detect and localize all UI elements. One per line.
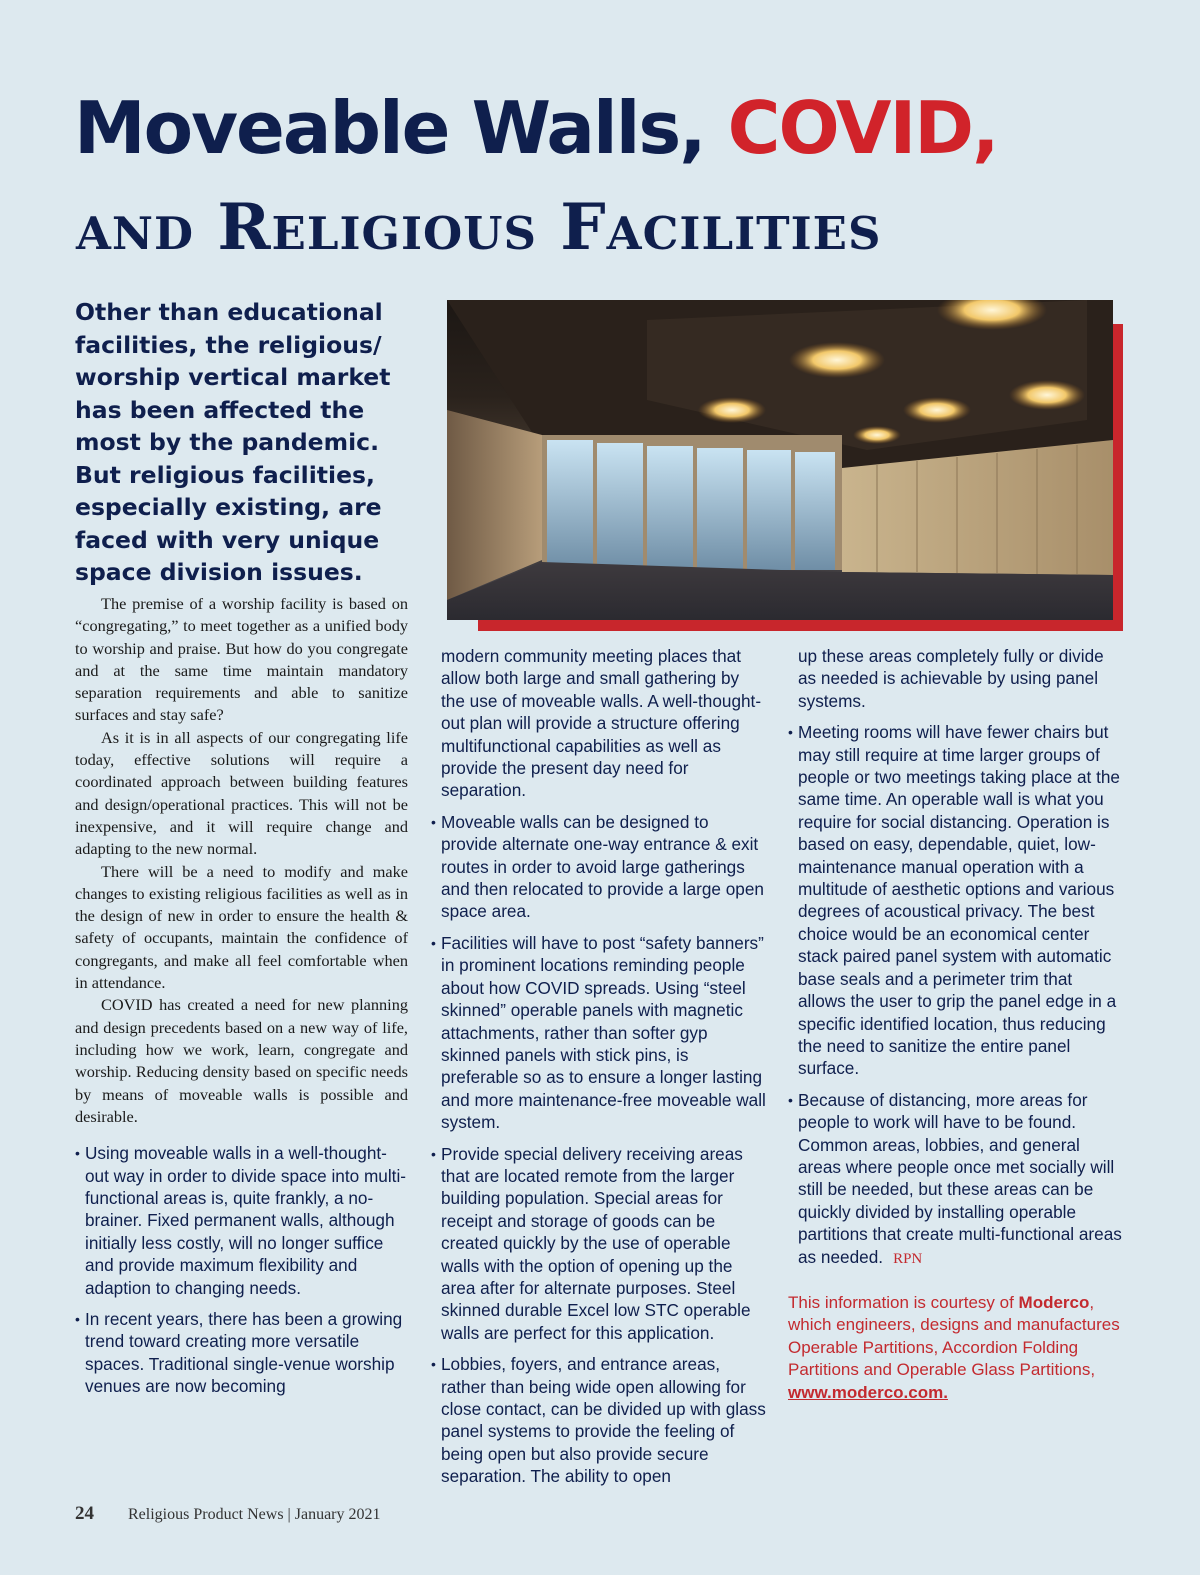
end-mark: RPN xyxy=(893,1250,923,1267)
column-2 xyxy=(431,645,767,1497)
bullet-item: • Moveable walls can be designed to provide alternate one-way entrance & exit routes in order to avoid large gatherings and then relocated to provide a large open space area. xyxy=(431,811,767,923)
bullet-continuation: modern community meeting places that allow both large and small gathering by the use of moveable walls. A well-thought-out plan will provide a structure offering multifunctional capabilities as well as provide the present day need for separation. xyxy=(441,646,762,801)
intro-paragraph: COVID has created a need for new planning and design precedents based on a new way of life, including how we work, learn, congregate and worship. Reducing density based on specific needs by means of moveable walls is possible and desirable. xyxy=(75,995,408,1126)
bullet-item: • Using moveable walls in a well-thought-out way in order to divide space into multi-functional areas is, quite frankly, a no-brainer. Fixed permanent walls, although initially less costly, will no longer suffice and provide maximum flexibility and adaption to changing needs. xyxy=(75,1142,408,1299)
bullet-item: • Facilities will have to post “safety banners” in prominent locations reminding people about how COVID spreads. Using “steel skinned” operable panels with magnetic attachments, rather than softer gyp skinned panels with stick pins, is preferable so as to ensure a longer lasting and more maintenance-free moveable wall system. xyxy=(431,932,767,1134)
courtesy-note xyxy=(788,1292,1124,1405)
title-part-2: COVID, xyxy=(727,86,998,170)
bullet-item: • Meeting rooms will have fewer chairs but may still require at time larger groups of people or two meetings taking place at the same time. An operable wall is what you require for social distancing. Operation is based on easy, dependable, quiet, low-maintenance manual operation with a multitude of aesthetic options and various degrees of acoustical privacy. The best choice would be an economical center stack paired panel system with automatic base seals and a perimeter trim that allows the user to grip the panel edge in a specific identified location, thus reducing the need to sanitize the entire panel surface. xyxy=(788,721,1124,1080)
bullet-list xyxy=(75,1142,408,1397)
bullet-item: • In recent years, there has been a growing trend toward creating more versatile spaces. Traditional single-venue worship venues are now becoming xyxy=(75,1308,408,1398)
bullet-item: • Lobbies, foyers, and entrance areas, rather than being wide open allowing for close contact, can be divided up with glass panel systems to provide the feeling of being open but also provide secure separation. The ability to open xyxy=(431,1353,767,1487)
page-number: 24 xyxy=(75,1503,94,1524)
lead-paragraph: Other than educational facilities, the religious/ worship vertical market has been affected the most by the pandemic. But religious facilities, especially existing, are faced with very unique space division issues. xyxy=(75,298,391,586)
intro-paragraph: The premise of a worship facility is based on “congregating,” to meet together as a unified body to worship and praise. But how do you congregate and at the same time maintain mandatory separation requirements and able to sanitize surfaces and stay safe? xyxy=(75,594,408,725)
ballroom-illustration xyxy=(447,300,1113,620)
publication-info: Religious Product News | January 2021 xyxy=(128,1506,381,1523)
intro-paragraph: As it is in all aspects of our congregating life today, effective solutions will require a coordinated approach between building features and design/operational practices. This will not be inexpensive, and it will require change and adapting to the new normal. xyxy=(75,727,408,859)
ballroom-photo xyxy=(447,300,1113,620)
courtesy-prefix: This information is courtesy of xyxy=(788,1292,1014,1312)
page-footer xyxy=(75,1503,381,1525)
bullet-list xyxy=(431,811,767,1488)
intro-paragraph: There will be a need to modify and make changes to existing religious facilities as well as in the design of new in order to ensure the health & safety of occupants, maintain the confidence of congregants, and make all feel comfortable when in attendance. xyxy=(75,861,408,993)
bullet-item: • Provide special delivery receiving areas that are located remote from the larger building population. Special areas for receipt and storage of goods can be created quickly by the use of operable walls with the option of opening up the area after for alternate purposes. Steel skinned durable Excel low STC operable walls are perfect for this application. xyxy=(431,1143,767,1345)
article-title-line-1 xyxy=(74,86,998,170)
bullet-continuation: up these areas completely fully or divide as needed is achievable by using panel systems. xyxy=(798,646,1104,711)
title-part-1: Moveable Walls, xyxy=(74,86,705,170)
company-website-link[interactable]: www.moderco.com. xyxy=(788,1382,948,1402)
column-3 xyxy=(788,645,1124,1404)
bullet-item xyxy=(788,1089,1124,1270)
column-1 xyxy=(75,593,408,1407)
company-name: Moderco xyxy=(1018,1292,1090,1312)
bullet-list xyxy=(788,721,1124,1270)
courtesy-body: , which engineers, designs and manufactures Operable Partitions, Accordion Folding Partitions and Operable Glass Partitions, xyxy=(788,1292,1120,1380)
article-title-line-2: and Religious Facilities xyxy=(76,190,882,265)
bullet-text: Because of distancing, more areas for people to work will have to be found. Common areas, lobbies, and general areas where people once met socially will still be needed, but these areas can be quickly divided by installing operable partitions that create multi-functional areas as needed. xyxy=(798,1089,1122,1267)
